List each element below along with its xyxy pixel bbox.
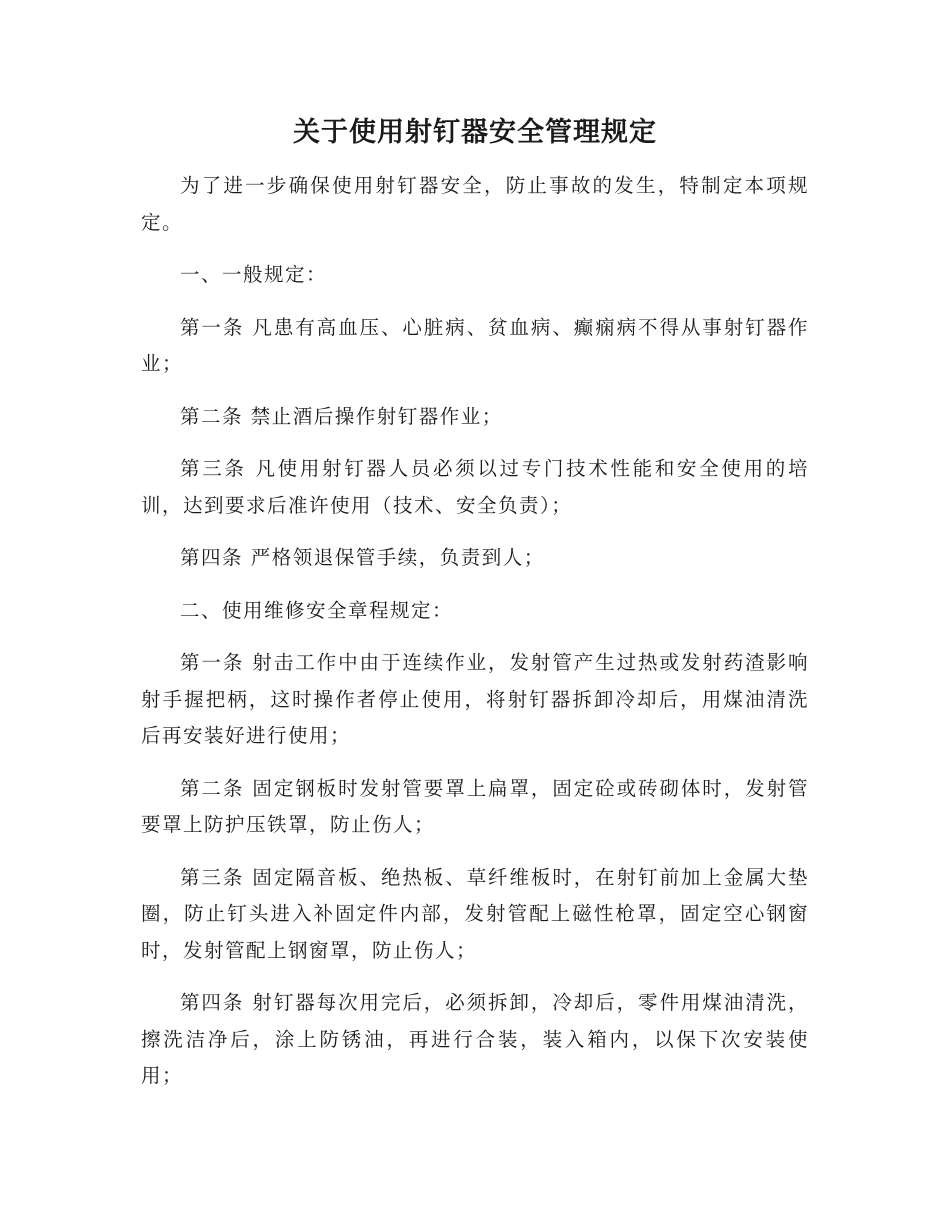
document-body	[141, 168, 809, 1111]
section-heading-general: 一、一般规定：	[180, 263, 328, 286]
paragraph-maintenance-article-4: 第四条 射钉器每次用完后，必须拆卸，冷却后，零件用煤油清洗，擦洗洁净后，涂上防锈油，再进行合装，装入箱内，以保下次安装使用；	[141, 991, 809, 1087]
paragraph-maintenance-article-1: 第一条 射击工作中由于连续作业，发射管产生过热或发射药渣影响射手握把柄，这时操作者停止使用，将射钉器拆卸冷却后，用煤油清洗后再安装好进行使用；	[141, 651, 809, 747]
paragraph-general-article-1: 第一条 凡患有高血压、心脏病、贫血病、癫痫病不得从事射钉器作业；	[141, 315, 809, 375]
paragraph-general-article-4: 第四条 严格领退保管手续，负责到人；	[180, 546, 545, 569]
paragraph-maintenance-article-3: 第三条 固定隔音板、绝热板、草纤维板时，在射钉前加上金属大垫圈，防止钉头进入补固定件内部，发射管配上磁性枪罩，固定空心钢窗时，发射管配上钢窗罩，防止伤人；	[141, 865, 809, 962]
paragraph-maintenance-article-2: 第二条 固定钢板时发射管要罩上扁罩，固定砼或砖砌体时，发射管要罩上防护压铁罩，防止伤人；	[141, 776, 809, 836]
paragraph-intro: 为了进一步确保使用射钉器安全，防止事故的发生，特制定本项规定。	[141, 174, 809, 234]
paragraph-general-article-3: 第三条 凡使用射钉器人员必须以过专门技术性能和安全使用的培训，达到要求后准许使用（技术、安全负责）；	[141, 457, 809, 517]
section-heading-maintenance: 二、使用维修安全章程规定：	[180, 598, 454, 622]
paragraph-general-article-2: 第二条 禁止酒后操作射钉器作业；	[180, 404, 503, 428]
document-title: 关于使用射钉器安全管理规定	[293, 117, 657, 148]
